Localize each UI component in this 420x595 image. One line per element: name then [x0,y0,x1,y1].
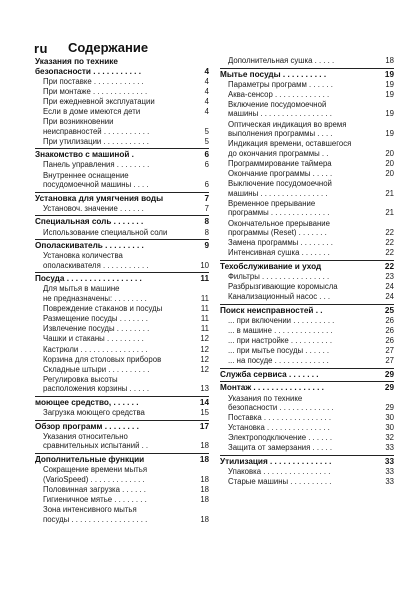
toc-subentry [43,375,209,394]
toc-entry-title: Размещение посуды . . . . . . . [43,314,148,324]
toc-page-number: 13 [200,384,209,394]
toc-page-number: 11 [200,304,209,314]
toc-subentry [43,432,209,451]
toc-page-number: 4 [204,76,209,86]
toc-page-number: 11 [200,314,209,324]
toc-page-number: 12 [200,354,209,364]
toc-subentry [228,56,394,66]
toc-subentry [228,477,394,487]
toc-page-number: 8 [204,217,209,227]
toc-section-entry [35,192,209,204]
toc-entry-title: Внутреннее оснащение посудомоечной машины . . . . [43,170,149,190]
toc-entry-title: Указания по технике безопасности . . . . . . . . . . . . . [228,393,334,413]
toc-entry-title: Замена программы . . . . . . . . [228,238,333,248]
toc-subentry [43,160,209,170]
toc-subentry [43,355,209,365]
toc-subentry [228,467,394,477]
toc-page-number: 21 [385,188,394,198]
toc-page-number: 4 [204,96,209,106]
toc-page-number: 33 [385,477,394,487]
toc-entry-title: Повреждение стаканов и посуды [43,304,163,314]
toc-entry-title: Половинная загрузка . . . . . . [43,484,146,494]
toc-subentry [228,292,394,302]
toc-section-entry [35,56,209,76]
toc-subentry [43,365,209,375]
toc-subentry [228,90,394,100]
toc-subentry [228,120,394,139]
toc-entry-title: При ежедневной эксплуатации [43,96,155,106]
toc-entry-title: Мытье посуды . . . . . . . . . . [220,69,327,79]
toc-entry-title: Использование специальной соли [43,227,168,237]
toc-entry-title: Интенсивная сушка . . . . . . . [228,248,330,258]
toc-page-number: 9 [204,241,209,251]
toc-entry-title: Установоч. значение . . . . . . [43,203,144,213]
toc-subentry [43,495,209,505]
toc-subentry [228,238,394,248]
toc-entry-title: Зона интенсивного мытья посуды . . . . . . . . . . . . . . . . . . [43,504,148,524]
toc-entry-title: Регулировка высоты расположения корзины . . . . . [43,374,150,394]
toc-page-number: 18 [200,441,209,451]
toc-entry-title: Защита от замерзания . . . . . [228,443,333,453]
toc-page-number: 6 [204,180,209,190]
toc-subentry [43,284,209,303]
toc-entry-title: Упаковка . . . . . . . . . . . . . . . . [228,467,331,477]
toc-page-number: 19 [385,109,394,119]
toc-subentry [228,282,394,292]
toc-subentry [43,324,209,334]
toc-page-number: 7 [204,203,209,213]
toc-subentry [228,423,394,433]
toc-subentry [43,107,209,117]
toc-page-number: 20 [385,148,394,158]
toc-subentry [43,137,209,147]
toc-entry-title: Программирование таймера [228,158,332,168]
toc-subentry [228,139,394,158]
toc-page-number: 11 [200,324,209,334]
toc-page-number: 19 [385,79,394,89]
toc-subentry [228,272,394,282]
toc-subentry [43,228,209,238]
toc-section-entry [35,215,209,227]
toc-subentry [228,433,394,443]
toc-page-number: 24 [385,292,394,302]
language-code: ru [34,41,48,56]
toc-page-number: 18 [199,454,209,464]
toc-entry-title: Указания по технике безопасности . . . . . . . . . . . [35,57,142,76]
toc-entry-title: Гигиеничное мятье . . . . . . . . [43,494,147,504]
toc-page-number: 17 [199,421,209,431]
toc-section-entry [35,396,209,408]
toc-subentry [43,87,209,97]
toc-page-number: 14 [199,398,209,407]
toc-entry-title: Техобслуживание и уход [220,261,322,271]
toc-entry-title: Поставка . . . . . . . . . . . . . . . . [228,413,332,423]
toc-page-number: 8 [204,227,209,237]
toc-page-number: 30 [385,423,394,433]
toc-entry-title: Старые машины . . . . . . . . . . [228,477,332,487]
toc-entry-title: Складные штыри . . . . . . . . . . [43,364,150,374]
toc-subentry [43,304,209,314]
toc-section-entry [220,368,394,380]
toc-subentry [228,356,394,366]
toc-section-entry [220,381,394,393]
toc-section-entry [220,304,394,316]
toc-entry-title: При возникновении неисправностей . . . . . . . . . . . [43,117,150,136]
toc-page-number: 11 [200,294,209,304]
toc-subentry [43,117,209,136]
toc-entry-title: Обзор программ . . . . . . . . [35,421,139,431]
toc-entry-title: ... при мытье посуды . . . . . . [228,346,330,356]
toc-subentry [228,159,394,169]
toc-entry-title: Посуда . . . . . . . . . . . . . . . . . [35,274,142,284]
toc-subentry [228,248,394,258]
toc-page-number: 18 [200,514,209,524]
toc-entry-title: Ополаскиватель . . . . . . . . . [35,241,144,251]
toc-section-entry [220,68,394,80]
toc-entry-title: При монтаже . . . . . . . . . . . . . [43,86,148,96]
toc-page-number: 22 [385,238,394,248]
toc-page-number: 18 [200,474,209,484]
toc-page-number: 27 [385,356,394,366]
toc-entry-title: Сокращение времени мытья (VarioSpeed) . . . . . . . . . . . . . [43,465,148,484]
toc-page-number: 7 [204,193,209,203]
toc-entry-title: Окончание программы . . . . . [228,169,333,179]
toc-subentry [228,100,394,119]
toc-entry-title: Установка . . . . . . . . . . . . . . . [228,423,330,433]
toc-page-number: 4 [204,86,209,96]
toc-entry-title: Служба сервиса . . . . . . . [220,369,319,379]
toc-section-entry [220,260,394,272]
toc-page-number: 26 [385,336,394,346]
toc-page-number: 5 [204,136,209,146]
toc-page-number: 29 [384,383,394,393]
toc-entry-title: Корзина для столовых приборов [43,354,162,364]
toc-page-number: 19 [385,129,394,139]
toc-page-number: 29 [385,403,394,413]
toc-entry-title: ... на посуде . . . . . . . . . . . . . [228,356,329,366]
toc-subentry [43,171,209,190]
toc-subentry [43,97,209,107]
toc-section-entry [35,420,209,432]
toc-entry-title: ... в машине . . . . . . . . . . . . . . [228,325,333,335]
toc-entry-title: Дополнительные функции [35,454,145,464]
toc-entry-title: Выключение посудомоечной машины . . . . . . . . . . . . . . . . [228,179,332,198]
toc-entry-title: Кастрюли . . . . . . . . . . . . . . . . [43,344,148,354]
toc-entry-title: ... при настройке . . . . . . . . . . [228,336,333,346]
toc-page-number: 12 [200,334,209,344]
toc-page-number: 10 [200,260,209,270]
toc-subentry [228,346,394,356]
toc-entry-title: Электроподключение . . . . . . [228,433,333,443]
toc-subentry [228,443,394,453]
toc-page-number: 12 [200,364,209,374]
toc-section-entry [35,148,209,160]
toc-subentry [228,80,394,90]
toc-page-number: 4 [204,106,209,116]
toc-entry-title: Оптическая индикация во время выполнения программы . . . . [228,119,347,139]
toc-section-entry [35,272,209,284]
toc-page-number: 18 [200,494,209,504]
toc-entry-title: Знакомство с машиной . [35,150,134,160]
toc-page-number: 22 [385,228,394,238]
toc-subentry [228,394,394,413]
toc-entry-title: Панель управления . . . . . . . . [43,160,150,170]
toc-page-number: 33 [385,443,394,453]
toc-entry-title: Фильтры . . . . . . . . . . . . . . . . [228,271,330,281]
toc-page-number: 20 [385,169,394,179]
toc-subentry [228,336,394,346]
toc-subentry [43,314,209,324]
toc-subentry [43,77,209,87]
toc-entry-title: Индикация времени, оставшегося до окончания программы . . [228,139,352,158]
toc-entry-title: Установка для умягчения воды [35,193,164,203]
toc-entry-title: Окончательное прерывание программы (Reset) . . . . . . . [228,218,330,238]
toc-page-number: 21 [385,208,394,218]
toc-entry-title: моющее средство, . . . . . . [35,398,139,407]
toc-entry-title: Чашки и стаканы . . . . . . . . . [43,334,144,344]
toc-entry-title: Указания относительно сравнительных испытаний . . [43,431,149,451]
toc-entry-title: Аква-сенсор . . . . . . . . . . . . . [228,89,330,99]
toc-page-number: 15 [200,408,209,418]
toc-subentry [43,251,209,270]
toc-subentry [228,199,394,218]
toc-page-number: 29 [384,369,394,379]
toc-subentry [228,219,394,238]
toc-page-number: 19 [385,89,394,99]
toc-entry-title: Утилизация . . . . . . . . . . . . . . [220,457,332,467]
toc-page-number: 4 [204,66,209,76]
toc-subentry [43,334,209,344]
toc-page-number: 30 [385,413,394,423]
toc-page-number: 22 [385,248,394,258]
toc-page-number: 33 [384,457,394,467]
toc-entry-title: Загрузка моющего средства [43,408,145,418]
toc-entry-title: Специальная соль . . . . . . . [35,217,144,227]
toc-entry-title: Монтаж . . . . . . . . . . . . . . . . [220,383,324,393]
toc-subentry [228,413,394,423]
toc-entry-title: Включение посудомоечной машины . . . . . . . . . . . . . . . . . [228,99,332,119]
toc-subentry [228,179,394,198]
toc-page-number: 26 [385,325,394,335]
toc-page-number: 22 [384,261,394,271]
toc-column-right [220,56,394,487]
toc-entry-title: Временное прерывание программы . . . . . . . . . . . . . . [228,198,330,218]
toc-page-number: 12 [200,344,209,354]
toc-page-number: 23 [385,271,394,281]
toc-entry-title: ... при включении . . . . . . . . . . [228,315,335,325]
toc-page-number: 18 [200,484,209,494]
toc-entry-title: Если в доме имеются дети [43,106,141,116]
toc-page-number: 11 [200,274,209,284]
page-title: Содержание [68,40,149,55]
toc-page-number: 26 [385,315,394,325]
toc-page-number: 27 [385,346,394,356]
toc-entry-title: Параметры программ . . . . . . [228,79,333,89]
toc-page-number: 5 [204,126,209,136]
toc-page-number: 20 [385,158,394,168]
toc-entry-title: При поставке . . . . . . . . . . . . [43,76,144,86]
toc-section-entry [220,455,394,467]
toc-entry-title: Для мытья в машине не предназначены: . . . . . . . . [43,284,147,304]
toc-section-entry [35,239,209,251]
toc-subentry [228,169,394,179]
toc-subentry [43,505,209,524]
toc-subentry [43,204,209,214]
toc-subentry [228,316,394,326]
toc-entry-title: Канализационный насос . . . [228,292,331,302]
toc-subentry [228,326,394,336]
toc-page-number: 32 [385,433,394,443]
toc-page-number: 25 [384,305,394,315]
toc-entry-title: Дополнительная сушка . . . . . [228,56,335,65]
toc-page-number: 19 [384,69,394,79]
toc-page-number: 6 [204,150,209,160]
toc-entry-title: Разбрызгивающие коромысла [228,282,338,292]
toc-entry-title: Извлечение посуды . . . . . . . . [43,324,150,334]
toc-subentry [43,465,209,484]
toc-entry-title: При утилизации . . . . . . . . . . . [43,136,149,146]
toc-entry-title: Установка количества ополаскивателя . . . . . . . . . . . [43,251,149,270]
toc-subentry [43,408,209,418]
toc-entry-title: Поиск неисправностей . . [220,305,323,315]
toc-page-number: 6 [204,160,209,170]
toc-subentry [43,345,209,355]
toc-page-number: 18 [385,56,394,65]
toc-page-number: 24 [385,282,394,292]
toc-column-left [35,56,209,524]
toc-subentry [43,485,209,495]
toc-page-number: 33 [385,467,394,477]
toc-section-entry [35,453,209,465]
